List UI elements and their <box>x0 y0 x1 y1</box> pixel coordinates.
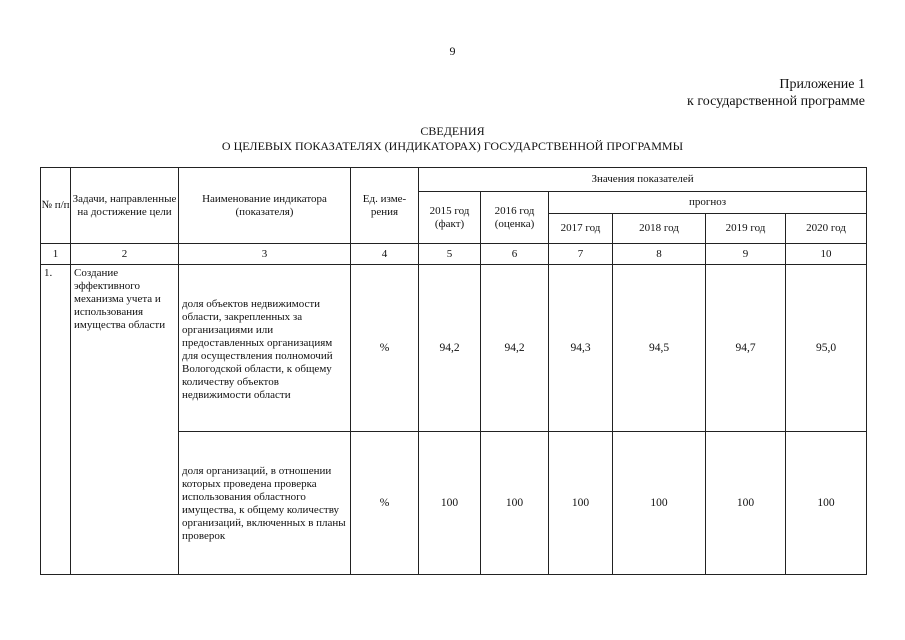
value-2015: 100 <box>419 432 481 575</box>
appendix-header <box>687 76 865 110</box>
indicator-cell: доля объектов недвижимости области, закрепленных за организациями или предоставленных организациям для осуществления полномочий Вологодской области, к общему количеству объектов недвижимости области <box>179 265 351 432</box>
title-line-1: СВЕДЕНИЯ <box>420 124 485 138</box>
column-number: 3 <box>179 244 351 265</box>
document-title <box>0 124 905 154</box>
value-2020: 100 <box>786 432 867 575</box>
title-line-2: О ЦЕЛЕВЫХ ПОКАЗАТЕЛЯХ (ИНДИКАТОРАХ) ГОСУДАРСТВЕННОЙ ПРОГРАММЫ <box>221 139 684 153</box>
unit-cell: % <box>351 265 419 432</box>
value-2017: 100 <box>549 432 613 575</box>
header-2018: 2018 год <box>613 214 706 244</box>
header-forecast: прогноз <box>549 192 867 214</box>
column-number: 4 <box>351 244 419 265</box>
value-2018: 100 <box>613 432 706 575</box>
column-number: 10 <box>786 244 867 265</box>
value-2016: 94,2 <box>481 265 549 432</box>
appendix-line-1: Приложение 1 <box>779 77 865 92</box>
column-number: 9 <box>706 244 786 265</box>
table-row <box>41 265 867 432</box>
page-number: 9 <box>449 44 456 58</box>
value-2015: 94,2 <box>419 265 481 432</box>
column-number: 7 <box>549 244 613 265</box>
header-2019: 2019 год <box>706 214 786 244</box>
header-unit: Ед. изме-рения <box>351 168 419 244</box>
value-2019: 94,7 <box>706 265 786 432</box>
task-cell: Создание эффективного механизма учета и использования имущества области <box>71 265 179 575</box>
column-number: 2 <box>71 244 179 265</box>
value-2019: 100 <box>706 432 786 575</box>
appendix-line-2: к государственной программе <box>687 94 865 109</box>
indicator-cell: доля организаций, в отношении которых проведена проверка использования областного имущества, к общему количеству организаций, включенных в планы проверок <box>179 432 351 575</box>
value-2018: 94,5 <box>613 265 706 432</box>
column-number: 5 <box>419 244 481 265</box>
indicators-table <box>40 167 867 575</box>
header-2016: 2016 год (оценка) <box>481 192 549 244</box>
value-2020: 95,0 <box>786 265 867 432</box>
column-number: 8 <box>613 244 706 265</box>
header-values-group: Значения показателей <box>419 168 867 192</box>
header-num: № п/п <box>41 168 71 244</box>
header-2020: 2020 год <box>786 214 867 244</box>
value-2017: 94,3 <box>549 265 613 432</box>
value-2016: 100 <box>481 432 549 575</box>
column-number: 6 <box>481 244 549 265</box>
unit-cell: % <box>351 432 419 575</box>
column-number-row <box>41 244 867 265</box>
column-number: 1 <box>41 244 71 265</box>
header-indicator: Наименование индикатора (показателя) <box>179 168 351 244</box>
header-2017: 2017 год <box>549 214 613 244</box>
row-number: 1. <box>41 265 71 575</box>
header-2015: 2015 год (факт) <box>419 192 481 244</box>
header-tasks: Задачи, направленные на достижение цели <box>71 168 179 244</box>
